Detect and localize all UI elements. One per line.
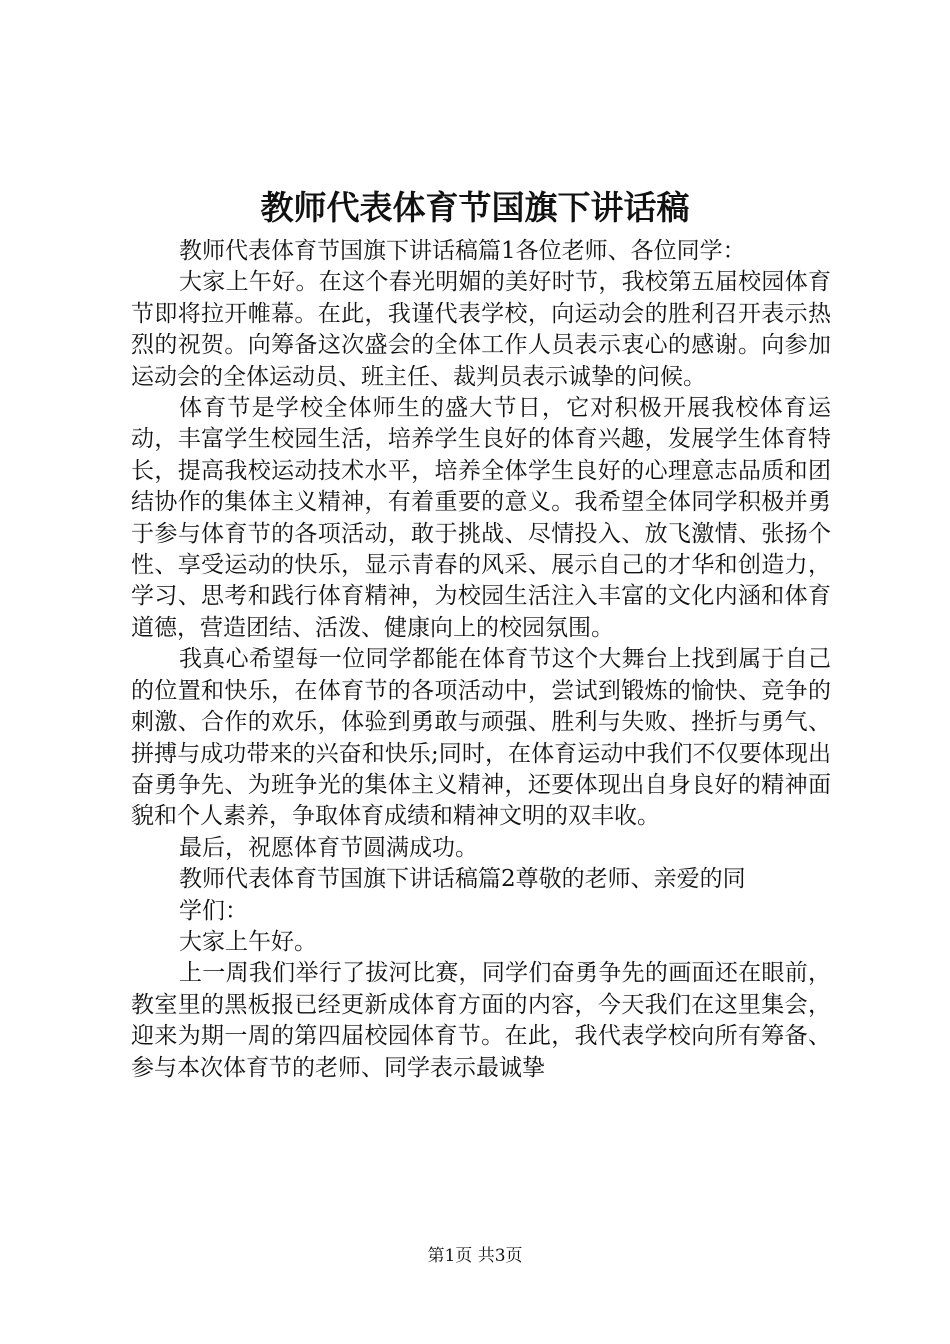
paragraph: 最后，祝愿体育节圆满成功。: [179, 834, 478, 861]
paragraph: 上一周我们举行了拔河比赛，同学们奋勇争先的画面还在眼前，教室里的黑板报已经更新成体育方面的内容，今天我们在这里集会，迎来为期一周的第四届校园体育节。在此，我代表学校向所有筹备、参与本次体育节的老师、同学表示最诚挚: [131, 960, 831, 1081]
paragraph-heading-1: 教师代表体育节国旗下讲话稿篇1各位老师、各位同学：: [179, 238, 746, 264]
page-footer: 第1页 共3页: [427, 1246, 523, 1266]
paragraph: 大家上午好。: [179, 928, 317, 955]
document-body: [131, 236, 831, 1084]
paragraph-heading-2: 教师代表体育节国旗下讲话稿篇2尊敬的老师、亲爱的同学们：: [179, 866, 746, 924]
page-title: 教师代表体育节国旗下讲话稿: [260, 188, 690, 227]
paragraph: 体育节是学校全体师生的盛大节日，它对积极开展我校体育运动，丰富学生校园生活，培养学生良好的体育兴趣，发展学生体育特长，提高我校运动技术水平，培养全体学生良好的心理意志品质和团结协作的集体主义精神，有着重要的意义。我希望全体同学积极并勇于参与体育节的各项活动，敢于挑战、尽情投入、放飞激情、张扬个性、享受运动的快乐，显示青春的风采、展示自己的才华和创造力，学习、思考和践行体育精神，为校园生活注入丰富的文化内涵和体育道德，营造团结、活泼、健康向上的校园氛围。: [131, 395, 831, 641]
paragraph: 我真心希望每一位同学都能在体育节这个大舞台上找到属于自己的位置和快乐，在体育节的各项活动中，尝试到锻炼的愉快、竞争的刺激、合作的欢乐，体验到勇敢与顽强、胜利与失败、挫折与勇气、拼搏与成功带来的兴奋和快乐;同时，在体育运动中我们不仅要体现出奋勇争先、为班争光的集体主义精神，还要体现出自身良好的精神面貌和个人素养，争取体育成绩和精神文明的双丰收。: [131, 646, 831, 830]
paragraph: 大家上午好。在这个春光明媚的美好时节，我校第五届校园体育节即将拉开帷幕。在此，我谨代表学校，向运动会的胜利召开表示热烈的祝贺。向筹备这次盛会的全体工作人员表示衷心的感谢。向参加运动会的全体运动员、班主任、裁判员表示诚挚的问候。: [131, 269, 831, 390]
